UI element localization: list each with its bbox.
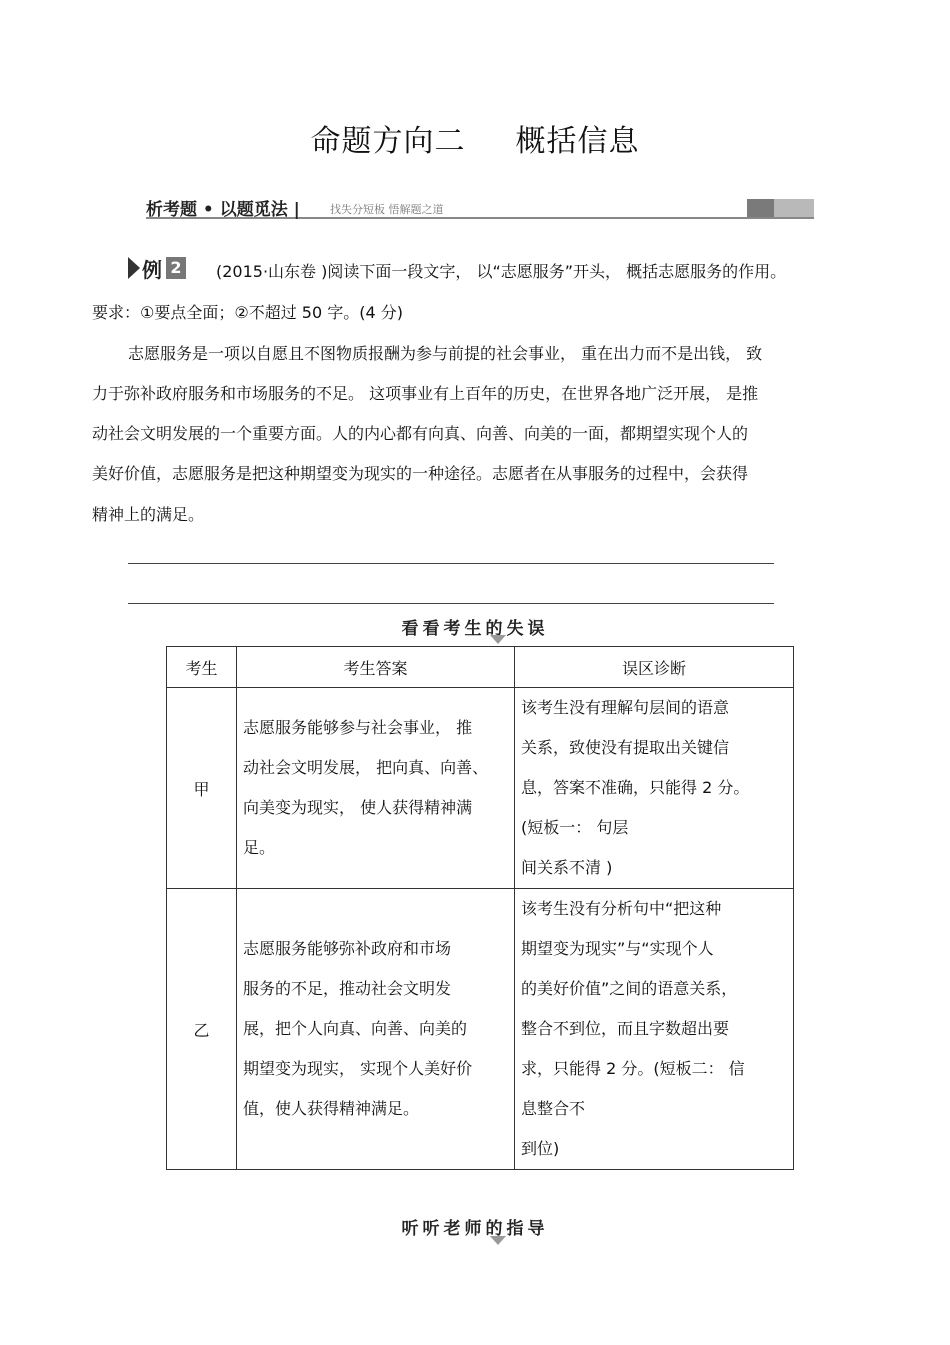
passage-line: 动社会文明发展的一个重要方面。人的内心都有向真、向善、向美的一面，都期望实现个人的: [92, 424, 749, 443]
column-header: 误区诊断: [515, 647, 794, 688]
answer-cell: [237, 889, 515, 1170]
answer-line: 动社会文明发展， 把向真、向善、: [243, 758, 489, 777]
answer-line: 向美变为现实， 使人获得精神满: [243, 798, 473, 817]
diagnosis-line: 间关系不清 ): [521, 858, 613, 877]
diagnosis-line: 到位): [521, 1139, 560, 1158]
table-row: [167, 889, 794, 1170]
table-header-row: [167, 647, 794, 688]
passage-line: 精神上的满足。: [92, 505, 205, 524]
section-banner: [146, 195, 814, 221]
diagnosis-line: 息，答案不准确，只能得 2 分。: [521, 778, 750, 797]
student-cell: 甲: [167, 688, 237, 889]
down-arrow-icon: [490, 635, 506, 644]
answer-line: 值，使人获得精神满足。: [243, 1099, 420, 1118]
page-title: [0, 116, 950, 160]
diagnosis-line: 息整合不: [521, 1099, 586, 1118]
example-tag: [128, 255, 186, 281]
banner-dark-block: [747, 199, 774, 217]
answer-cell: [237, 688, 515, 889]
column-header: 考生: [167, 647, 237, 688]
diagnosis-line: (短板一： 句层: [521, 818, 629, 837]
diagnosis-line: 期望变为现实”与“实现个人: [521, 939, 714, 958]
answer-line: 展，把个人向真、向善、向美的: [243, 1019, 468, 1038]
down-arrow-icon: [490, 1236, 506, 1245]
example-prompt-line2: 要求：①要点全面；②不超过 50 字。(4 分): [92, 303, 403, 322]
answer-line: 志愿服务能够参与社会事业， 推: [243, 718, 473, 737]
student-cell: 乙: [167, 889, 237, 1170]
title-part1: 命题方向二: [310, 124, 466, 159]
example-prompt-line1: (2015·山东卷 )阅读下面一段文字， 以“志愿服务”开头， 概括志愿服务的作用。: [216, 262, 787, 281]
column-header: 考生答案: [237, 647, 515, 688]
diagnosis-cell: [515, 688, 794, 889]
answer-blank-line: [128, 563, 774, 564]
table-row: [167, 688, 794, 889]
banner-sub-label: 找失分短板 悟解题之道: [330, 203, 444, 216]
diagnosis-line: 该考生没有理解句层间的语意: [521, 698, 730, 717]
diagnosis-line: 关系，致使没有提取出关键信: [521, 738, 730, 757]
answer-line: 服务的不足，推动社会文明发: [243, 979, 452, 998]
passage-line: 志愿服务是一项以自愿且不图物质报酬为参与前提的社会事业， 重在出力而不是出钱， 致: [128, 344, 763, 363]
banner-light-block: [774, 199, 814, 217]
answer-line: 期望变为现实， 实现个人美好价: [243, 1059, 473, 1078]
play-triangle-icon: [128, 257, 140, 279]
example-word: 例: [142, 257, 162, 282]
diagnosis-line: 该考生没有分析句中“把这种: [521, 899, 722, 918]
answer-line: 足。: [243, 838, 276, 857]
banner-main-label: 析考题 • 以题觅法 |: [146, 200, 300, 220]
guidance-heading: 听听老师的指导: [401, 1219, 549, 1239]
diagnosis-line: 的美好价值”之间的语意关系，: [521, 979, 738, 998]
diagnosis-line: 求，只能得 2 分。(短板二： 信: [521, 1059, 745, 1078]
passage-line: 美好价值，志愿服务是把这种期望变为现实的一种途径。志愿者在从事服务的过程中，会获得: [92, 464, 749, 483]
diagnosis-cell: [515, 889, 794, 1170]
example-number-badge: 2: [166, 257, 186, 279]
answer-line: 志愿服务能够弥补政府和市场: [243, 939, 452, 958]
diagnosis-line: 整合不到位，而且字数超出要: [521, 1019, 730, 1038]
title-part2: 概括信息: [515, 124, 640, 159]
mistakes-heading: 看看考生的失误: [401, 619, 549, 639]
passage-line: 力于弥补政府服务和市场服务的不足。 这项事业有上百年的历史，在世界各地广泛开展， 是推: [92, 384, 759, 403]
answer-blank-line: [128, 603, 774, 604]
mistakes-table: [166, 646, 794, 1170]
